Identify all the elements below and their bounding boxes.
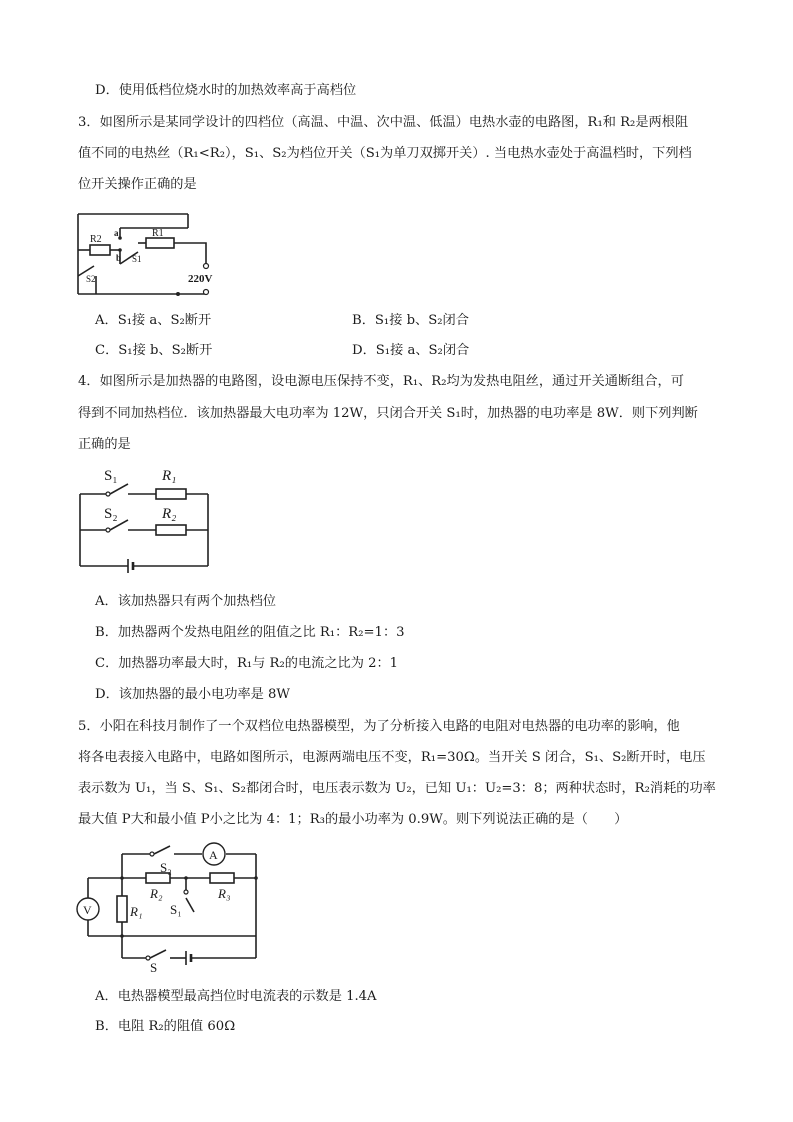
- q3-fig-s1-label: S1: [132, 254, 142, 264]
- q4-option-a: A．该加热器只有两个加热档位: [95, 594, 276, 609]
- q3-fig-r1-label: R1: [152, 228, 164, 239]
- q3-stem-line-2: 值不同的电热丝（R₁<R₂），S₁、S₂为档位开关（S₁为单刀双掷开关）. 当电热水壶处于高温档时，下列档: [78, 146, 692, 161]
- q3-fig-b-label: b: [116, 253, 122, 263]
- q3-option-a: A．S₁接 a、S₂断开: [95, 313, 212, 328]
- q5-option-b: B．电阻 R₂的阻值 60Ω: [95, 1019, 236, 1034]
- q3-circuit-diagram: [70, 204, 230, 300]
- q3-fig-r2-label: R2: [90, 234, 102, 245]
- q3-stem-line-3: 位开关操作正确的是: [78, 177, 197, 192]
- q5-fig-ammeter-label: A: [209, 848, 218, 862]
- q5-fig-s1-label: S₁: [170, 902, 182, 917]
- q4-stem-line-3: 正确的是: [78, 437, 131, 452]
- q5-fig-voltmeter-label: V: [83, 903, 92, 917]
- q3-stem-line-1: 3．如图所示是某同学设计的四档位（高温、中温、次中温、低温）电热水壶的电路图，R₁和 R₂是两根阻: [78, 115, 689, 130]
- q4-circuit-diagram: [76, 464, 216, 580]
- q4-fig-r2-label: R₂: [162, 506, 177, 522]
- q4-option-b: B．加热器两个发热电阻丝的阻值之比 R₁：R₂=1：3: [95, 625, 405, 640]
- q3-option-b: B．S₁接 b、S₂闭合: [352, 313, 469, 328]
- q5-stem-line-1: 5．小阳在科技月制作了一个双档位电热器模型，为了分析接入电路的电阻对电热器的电功率的影响，他: [78, 719, 680, 734]
- q5-stem-line-4: 最大值 P大和最小值 P小之比为 4：1；R₃的最小功率为 0.9W。则下列说法正确的是（ ）: [78, 812, 628, 827]
- q5-fig-r2-label: R₂: [150, 886, 163, 901]
- q2-option-d: D．使用低档位烧水时的加热效率高于高档位: [95, 83, 357, 98]
- q5-fig-s2-label: S₂: [160, 860, 172, 875]
- q4-fig-r1-label: R₁: [162, 468, 177, 484]
- q5-stem-line-2: 将各电表接入电路中，电路如图所示，电源两端电压不变，R₁=30Ω。当开关 S 闭合，S₁、S₂断开时，电压: [78, 750, 706, 765]
- q5-fig-r1-label: R₁: [130, 904, 143, 919]
- q4-fig-s1-label: S₁: [104, 468, 118, 484]
- q3-fig-voltage-label: 220V: [188, 273, 213, 285]
- q3-option-c: C．S₁接 b、S₂断开: [95, 343, 213, 358]
- q5-circuit-diagram: [74, 840, 264, 975]
- q4-option-d: D．该加热器的最小电功率是 8W: [95, 687, 290, 702]
- q4-stem-line-2: 得到不同加热档位．该加热器最大电功率为 12W，只闭合开关 S₁时，加热器的电功率是 8W．则下列判断: [78, 406, 698, 421]
- q5-option-a: A．电热器模型最高挡位时电流表的示数是 1.4A: [95, 989, 377, 1004]
- q3-option-d: D．S₁接 a、S₂闭合: [352, 343, 470, 358]
- q5-fig-s-label: S: [150, 960, 158, 975]
- q5-fig-r3-label: R₃: [218, 886, 231, 901]
- q3-fig-a-label: a: [114, 228, 119, 238]
- q3-fig-s2-label: S2: [86, 274, 96, 284]
- q5-stem-line-3: 表示数为 U₁，当 S、S₁、S₂都闭合时，电压表示数为 U₂，已知 U₁：U₂=3：8；两种状态时，R₂消耗的功率: [78, 781, 716, 796]
- q4-option-c: C．加热器功率最大时，R₁与 R₂的电流之比为 2：1: [95, 656, 399, 671]
- q4-fig-s2-label: S₂: [104, 506, 118, 522]
- q4-stem-line-1: 4．如图所示是加热器的电路图，设电源电压保持不变，R₁、R₂均为发热电阻丝，通过开关通断组合，可: [78, 374, 684, 389]
